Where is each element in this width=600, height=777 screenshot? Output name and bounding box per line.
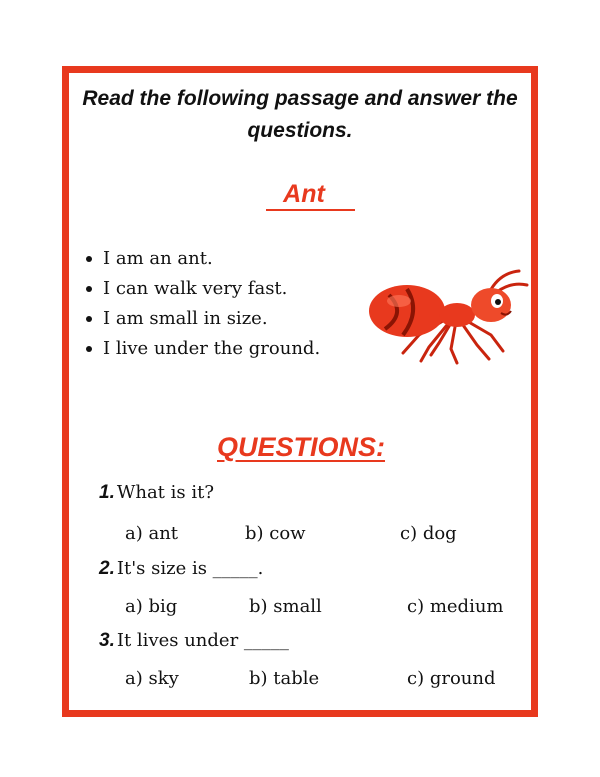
- question-number: 3.: [99, 630, 115, 651]
- answer-option[interactable]: c) dog: [400, 523, 457, 544]
- question-1: [99, 482, 214, 504]
- bullet-icon: [86, 256, 92, 262]
- answer-option[interactable]: c) ground: [407, 668, 496, 689]
- answer-option[interactable]: b) table: [249, 668, 320, 689]
- fact-item: [85, 244, 320, 274]
- answer-option[interactable]: a) big: [125, 596, 178, 617]
- bullet-icon: [86, 316, 92, 322]
- question-2: [99, 558, 263, 580]
- question-number: 1.: [99, 482, 115, 503]
- passage-title: Ant: [283, 180, 325, 208]
- instruction-text: Read the following passage and answer the questions.: [82, 87, 518, 142]
- fact-item: [85, 334, 320, 364]
- question-text: It lives under _____: [116, 630, 289, 651]
- question-text: It's size is _____.: [116, 558, 264, 579]
- bullet-icon: [86, 286, 92, 292]
- answer-option[interactable]: b) small: [249, 596, 322, 617]
- ant-illustration: [359, 265, 529, 365]
- answer-option[interactable]: a) sky: [125, 668, 179, 689]
- passage-facts: [85, 244, 320, 364]
- questions-heading: QUESTIONS:: [217, 432, 386, 462]
- fact-text: I am small in size.: [103, 308, 268, 329]
- fact-text: I live under the ground.: [103, 338, 321, 359]
- question-3: [99, 630, 289, 652]
- fact-text: I am an ant.: [103, 248, 213, 269]
- answer-option[interactable]: c) medium: [407, 596, 504, 617]
- fact-item: [85, 304, 320, 334]
- question-text: What is it?: [116, 482, 214, 503]
- question-number: 2.: [99, 558, 115, 579]
- answer-option[interactable]: b) cow: [245, 523, 306, 544]
- bullet-icon: [86, 346, 92, 352]
- answer-option[interactable]: a) ant: [125, 523, 179, 544]
- title-underline: [266, 209, 355, 211]
- fact-text: I can walk very fast.: [103, 278, 288, 299]
- fact-item: [85, 274, 320, 304]
- worksheet-frame: [62, 66, 538, 717]
